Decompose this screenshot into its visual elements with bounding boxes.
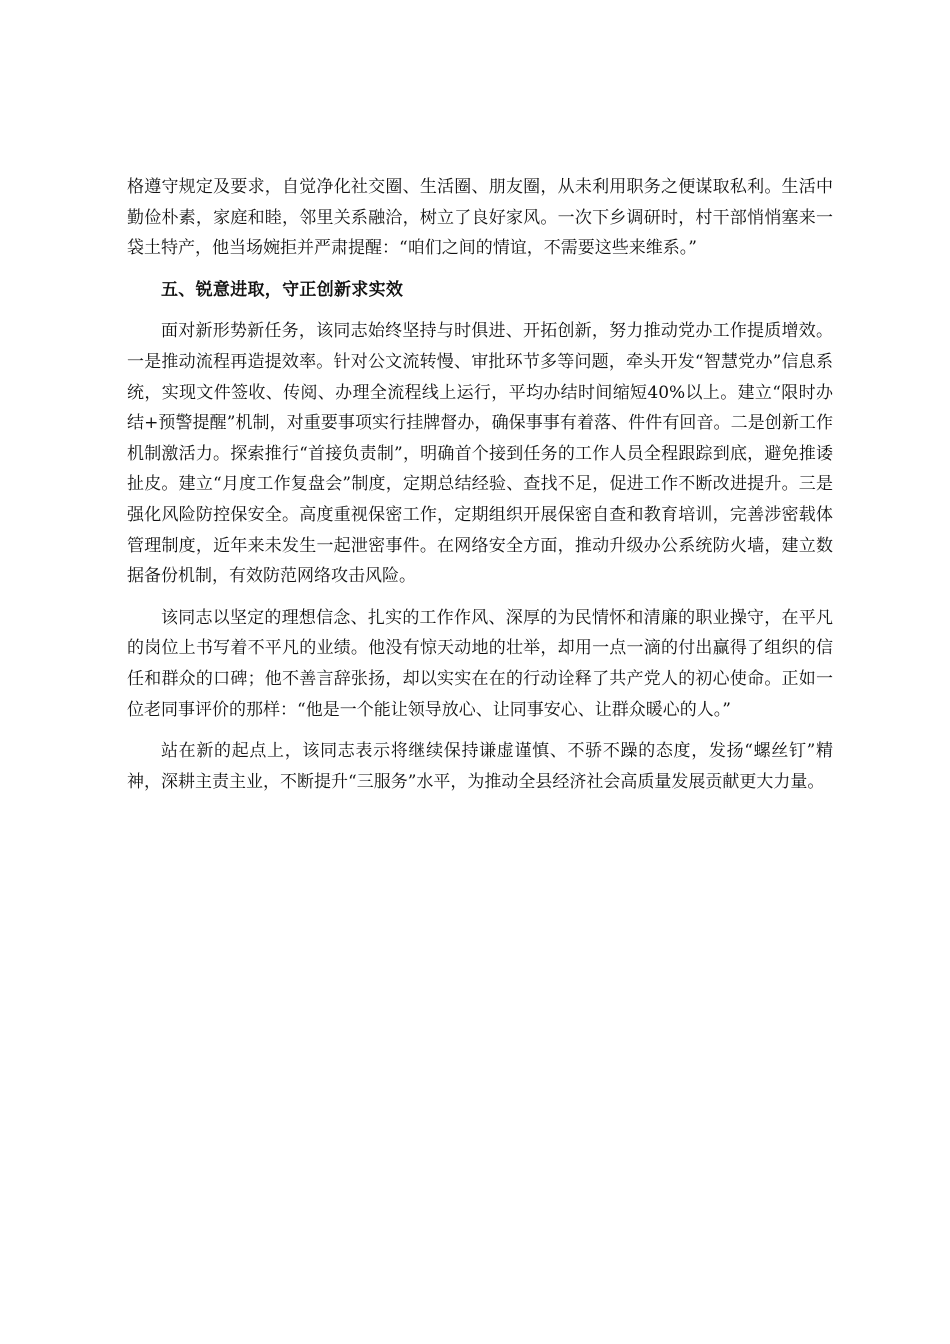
paragraph-summary: 该同志以坚定的理想信念、扎实的工作作风、深厚的为民情怀和清廉的职业操守，在平凡的岗位上书写着不平凡的业绩。他没有惊天动地的壮举，却用一点一滴的付出赢得了组织的信任和群众的口碑；他不善言辞张扬，却以实实在在的行动诠释了共产党人的初心使命。正如一位老同事评价的那样：“他是一个能让领导放心、让同事安心、让群众暖心的人。” — [127, 607, 833, 720]
document-body — [127, 172, 833, 808]
paragraph-continuation: 格遵守规定及要求，自觉净化社交圈、生活圈、朋友圈，从未利用职务之便谋取私利。生活中勤俭朴素，家庭和睦，邻里关系融洽，树立了良好家风。一次下乡调研时，村干部悄悄塞来一袋土特产，他当场婉拒并严肃提醒：“咱们之间的情谊，不需要这些来维系。” — [127, 177, 833, 259]
section-heading: 五、锐意进取，守正创新求实效 — [161, 279, 404, 300]
paragraph-closing: 站在新的起点上，该同志表示将继续保持谦虚谨慎、不骄不躁的态度，发扬“螺丝钉”精神，深耕主责主业，不断提升“三服务”水平，为推动全县经济社会高质量发展贡献更大力量。 — [127, 741, 833, 792]
paragraph-innovation: 面对新形势新任务，该同志始终坚持与时俱进、开拓创新，努力推动党办工作提质增效。一是推动流程再造提效率。针对公文流转慢、审批环节多等问题，牵头开发“智慧党办”信息系统，实现文件签收、传阅、办理全流程线上运行，平均办结时间缩短40%以上。建立“限时办结+预警提醒”机制，对重要事项实行挂牌督办，确保事事有着落、件件有回音。二是创新工作机制激活力。探索推行“首接负责制”，明确首个接到任务的工作人员全程跟踪到底，避免推诿扯皮。建立“月度工作复盘会”制度，定期总结经验、查找不足，促进工作不断改进提升。三是强化风险防控保安全。高度重视保密工作，定期组织开展保密自查和教育培训，完善涉密载体管理制度，近年来未发生一起泄密事件。在网络安全方面，推动升级办公系统防火墙，建立数据备份机制，有效防范网络攻击风险。 — [127, 321, 833, 587]
